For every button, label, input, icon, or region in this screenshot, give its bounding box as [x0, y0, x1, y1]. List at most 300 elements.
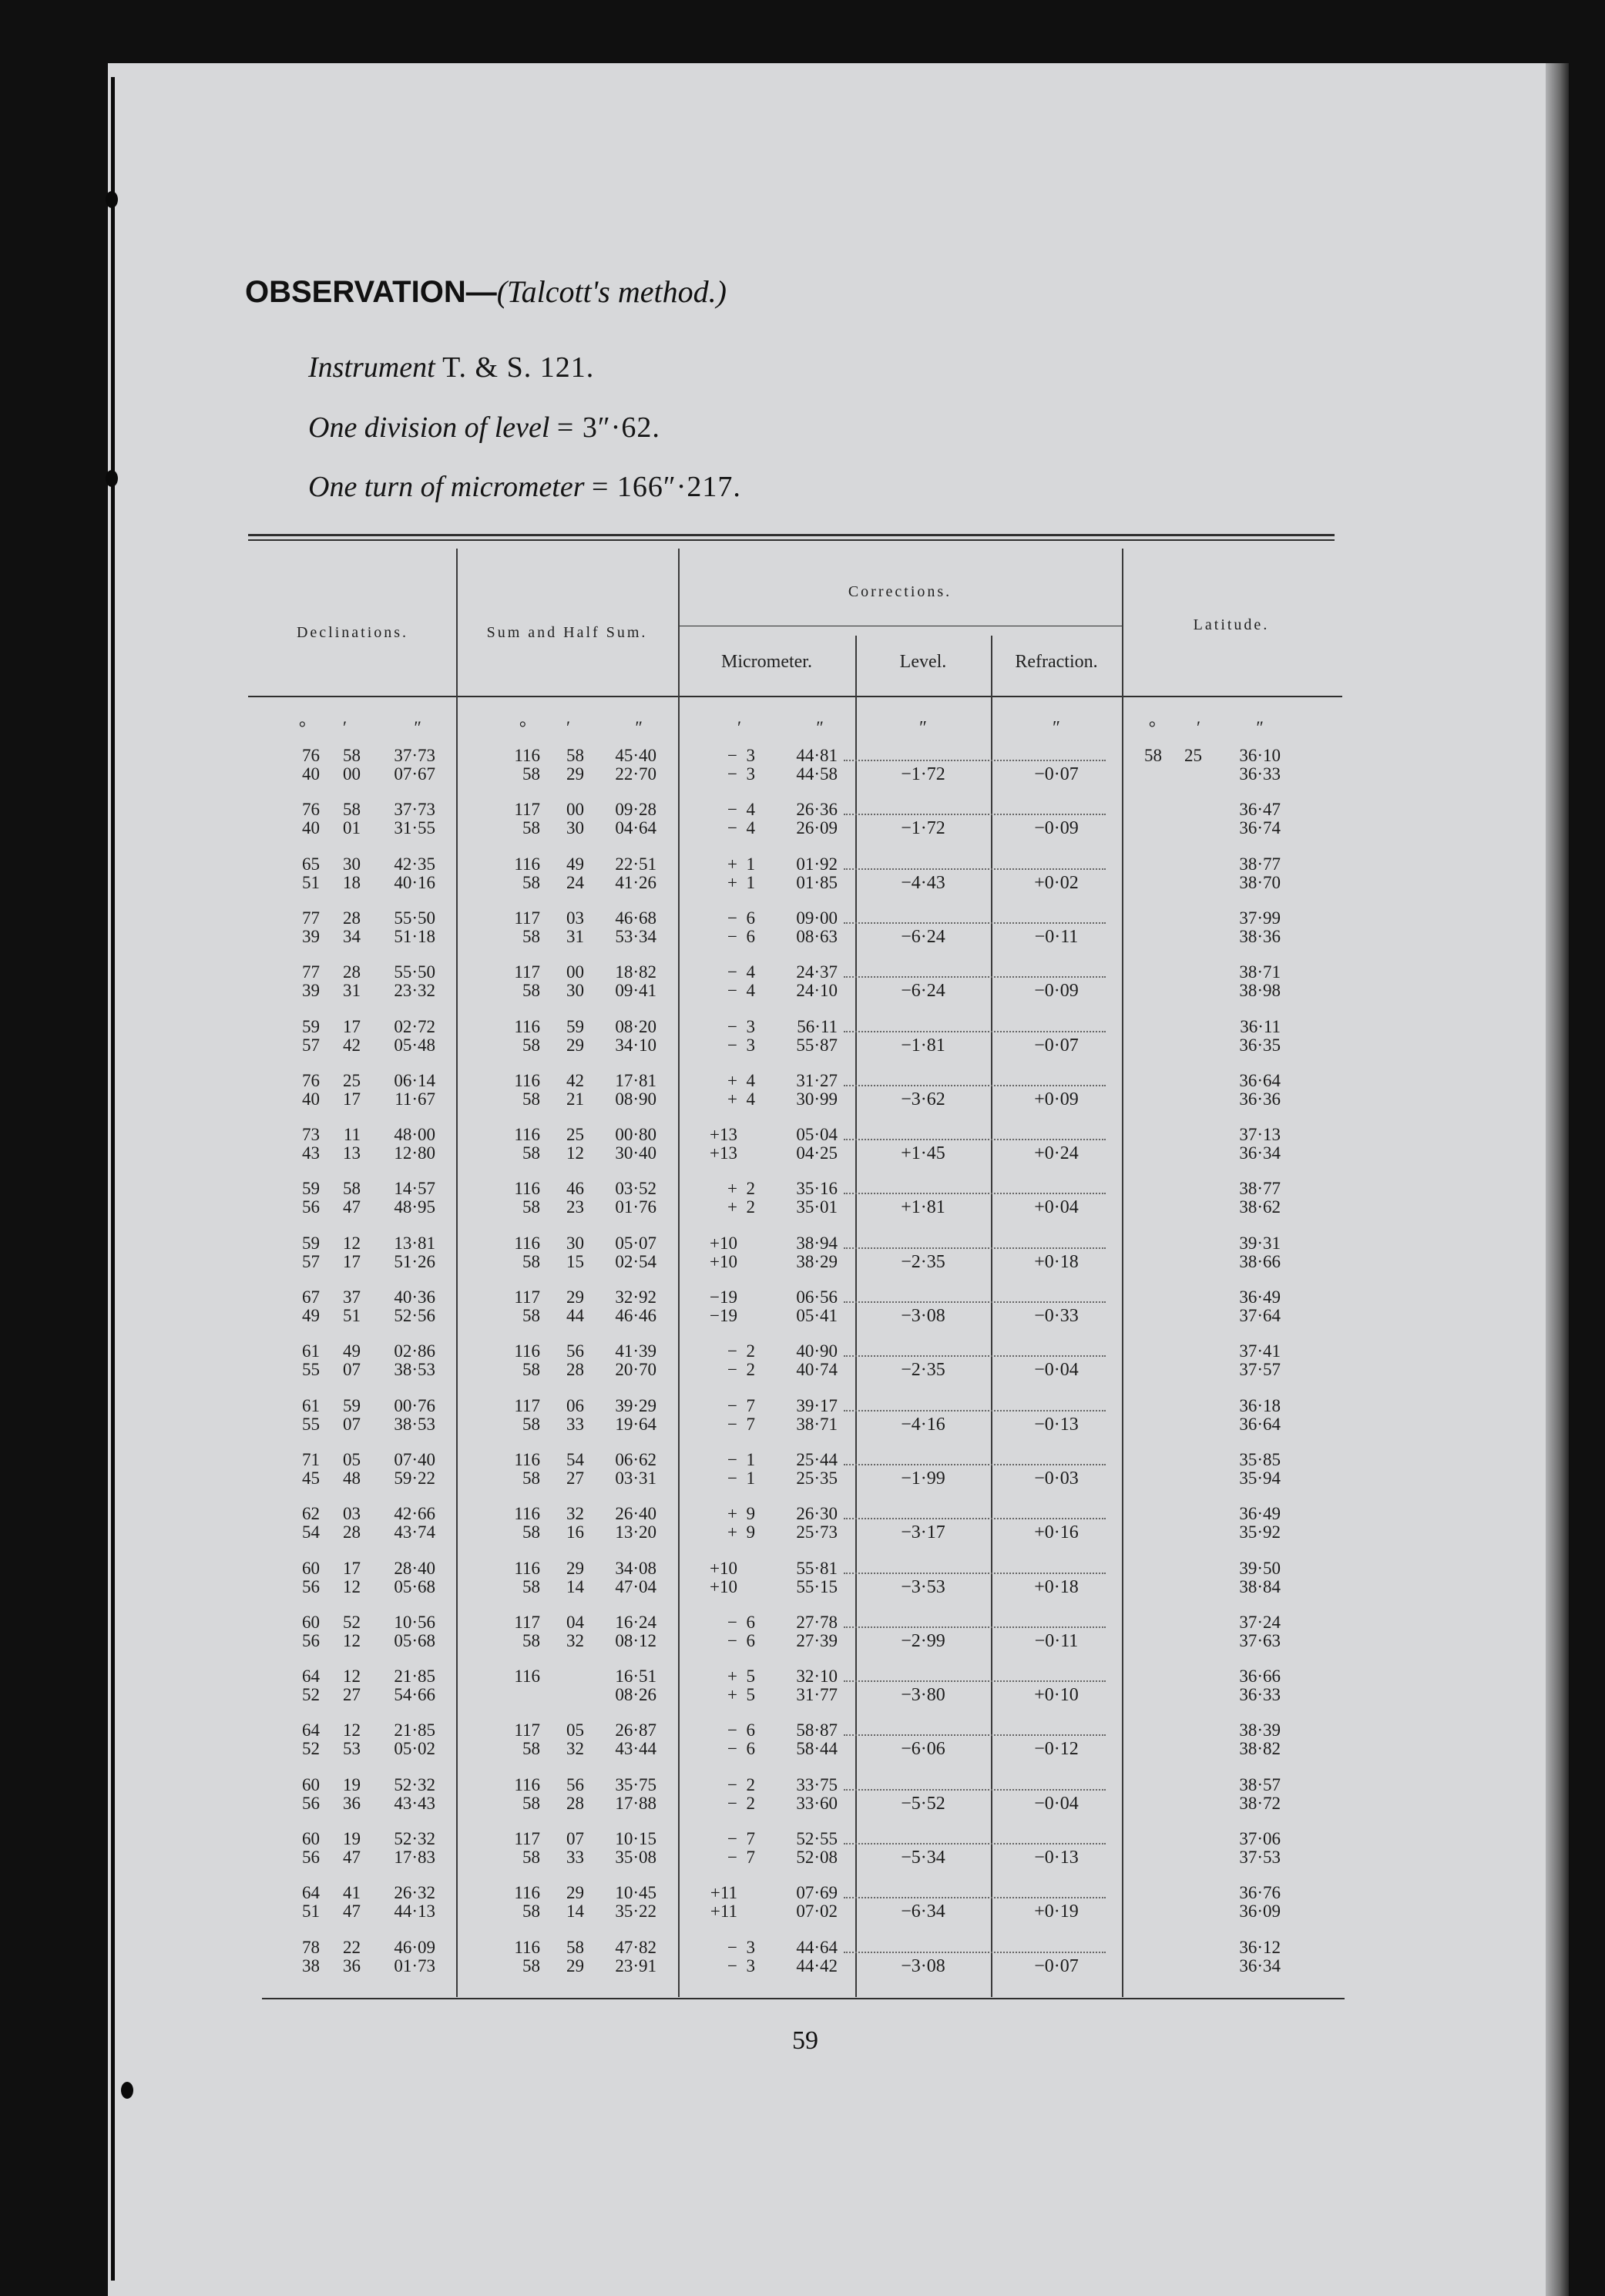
mic-value: 06·56	[796, 1287, 838, 1307]
sum-value: 32·92	[615, 1287, 656, 1307]
mic-value: 26·09	[796, 818, 838, 838]
sum-value: 26·87	[615, 1720, 656, 1740]
dec-value: 53	[343, 1739, 361, 1759]
mic-value: 55·81	[796, 1558, 838, 1578]
sum-value: 29	[566, 1035, 584, 1055]
header-latitude: Latitude.	[1193, 616, 1270, 633]
dec-value: 36	[343, 1793, 361, 1813]
sum-value: 33	[566, 1848, 584, 1867]
mic-value: 25·44	[796, 1449, 838, 1469]
dec-value: 55·50	[394, 908, 435, 928]
level-correction: −2·35	[901, 1360, 945, 1381]
latitude-value: 37·64	[1239, 1306, 1281, 1325]
column-divider	[1122, 549, 1123, 1997]
mic-value: 30·99	[796, 1089, 838, 1109]
dot-leader	[844, 1139, 1106, 1140]
refraction-correction: +0·16	[1034, 1522, 1079, 1543]
sum-value: 02·54	[615, 1251, 656, 1271]
dec-value: 17	[343, 1016, 361, 1036]
latitude-value: 38·98	[1239, 981, 1281, 1001]
sum-value: 54	[566, 1449, 584, 1469]
dec-value: 47	[343, 1902, 361, 1922]
sum-value: 35·75	[615, 1774, 656, 1794]
mic-value: 3	[746, 1016, 755, 1036]
dot-leader	[844, 1518, 1106, 1519]
dec-value: 76	[302, 800, 320, 820]
dec-value: 61	[302, 1395, 320, 1415]
mic-value: 6	[746, 1630, 755, 1650]
dot-leader	[844, 1410, 1106, 1412]
unit-minute: ′	[566, 718, 570, 737]
mic-value: 2	[746, 1341, 755, 1361]
dec-value: 12·80	[394, 1143, 435, 1163]
header-micrometer: Micrometer.	[721, 652, 812, 672]
sum-value: 35·08	[615, 1848, 656, 1867]
sum-value: 117	[514, 1829, 540, 1848]
mic-value: −	[727, 1612, 737, 1632]
dec-value: 18	[343, 872, 361, 892]
level-correction: −3·62	[901, 1089, 945, 1109]
dec-value: 40	[302, 818, 320, 838]
level-correction: −3·80	[901, 1685, 945, 1706]
dec-value: 40·36	[394, 1287, 435, 1307]
dec-value: 57	[302, 1035, 320, 1055]
sum-value: 44	[566, 1306, 584, 1325]
mic-value: +10	[710, 1558, 737, 1578]
sum-value: 30	[566, 818, 584, 838]
sum-value: 47·04	[615, 1576, 656, 1596]
refraction-correction: −0·07	[1034, 764, 1079, 784]
dec-value: 00·76	[394, 1395, 435, 1415]
sum-value: 25	[566, 1125, 584, 1145]
dec-value: 05·68	[394, 1576, 435, 1596]
mic-value: +13	[710, 1143, 737, 1163]
heading-dash: —	[465, 275, 497, 309]
level-correction: +1·81	[901, 1197, 945, 1218]
dec-value: 47	[343, 1197, 361, 1217]
binding-dot	[106, 191, 118, 208]
sum-value: 16	[566, 1522, 584, 1542]
sum-value: 06·62	[615, 1449, 656, 1469]
sum-value: 49	[566, 854, 584, 874]
sum-value: 116	[514, 854, 540, 874]
mic-value: 04·25	[796, 1143, 838, 1163]
sum-value: 22·70	[615, 764, 656, 784]
latitude-value: 36·49	[1239, 1504, 1281, 1524]
sum-value: 56	[566, 1341, 584, 1361]
dec-value: 78	[302, 1937, 320, 1957]
mic-value: 38·71	[796, 1414, 838, 1434]
latitude-value: 37·63	[1239, 1630, 1281, 1650]
mic-value: +	[727, 1522, 737, 1542]
dec-value: 01	[343, 818, 361, 838]
dec-value: 28	[343, 1522, 361, 1542]
mic-value: 55·87	[796, 1035, 838, 1055]
sum-value: 58	[522, 764, 540, 784]
sum-value: 00	[566, 962, 584, 982]
mic-value: 2	[746, 1179, 755, 1199]
dec-value: 48·00	[394, 1125, 435, 1145]
dec-value: 54	[302, 1522, 320, 1542]
sum-value: 116	[514, 1667, 540, 1687]
mic-value: +	[727, 1685, 737, 1705]
mic-value: 7	[746, 1848, 755, 1867]
sum-value: 03·31	[615, 1468, 656, 1488]
latitude-value: 38·77	[1239, 854, 1281, 874]
dec-value: 19	[343, 1774, 361, 1794]
refraction-correction: +0·09	[1034, 1089, 1079, 1109]
sum-value: 58	[522, 1848, 540, 1867]
mic-value: 6	[746, 1612, 755, 1632]
mic-value: 6	[746, 1739, 755, 1759]
sum-value: 08·12	[615, 1630, 656, 1650]
latitude-value: 39·31	[1239, 1233, 1281, 1253]
mic-value: 07·69	[796, 1883, 838, 1903]
mic-value: −19	[710, 1306, 737, 1325]
sum-value: 14	[566, 1576, 584, 1596]
mic-value: 01·92	[796, 854, 838, 874]
mic-value: −	[727, 818, 737, 838]
mic-value: 44·64	[796, 1937, 838, 1957]
mic-value: 4	[746, 981, 755, 1001]
sum-value: 14	[566, 1902, 584, 1922]
dec-value: 12	[343, 1720, 361, 1740]
dec-value: 42·66	[394, 1504, 435, 1524]
level-correction: −1·99	[901, 1468, 945, 1489]
sum-value: 04·64	[615, 818, 656, 838]
dot-leader	[844, 1247, 1106, 1249]
dot-leader	[844, 1680, 1106, 1682]
level-correction: −1·72	[901, 818, 945, 839]
mic-value: −	[727, 1829, 737, 1848]
latitude-value: 38·66	[1239, 1251, 1281, 1271]
dec-value: 05·02	[394, 1739, 435, 1759]
dec-value: 56	[302, 1197, 320, 1217]
sum-value: 08·26	[615, 1685, 656, 1705]
dec-value: 06·14	[394, 1070, 435, 1090]
sum-value: 46·68	[615, 908, 656, 928]
sum-value: 07	[566, 1829, 584, 1848]
sum-value: 56	[566, 1774, 584, 1794]
dec-value: 60	[302, 1774, 320, 1794]
sum-value: 45·40	[615, 746, 656, 765]
dec-value: 31	[343, 981, 361, 1001]
dec-value: 49	[302, 1306, 320, 1325]
level-correction: −2·35	[901, 1251, 945, 1272]
dec-value: 21·85	[394, 1720, 435, 1740]
mic-value: −	[727, 1395, 737, 1415]
refraction-correction: −0·09	[1034, 981, 1079, 1002]
latitude-value: 35·94	[1239, 1468, 1281, 1488]
dec-value: 07·67	[394, 764, 435, 784]
refraction-correction: −0·07	[1034, 1035, 1079, 1056]
instrument-label: Instrument	[308, 351, 435, 384]
latitude-value: 38·36	[1239, 926, 1281, 946]
refraction-correction: −0·13	[1034, 1848, 1079, 1868]
dot-leader	[844, 976, 1106, 978]
sum-value: 41·26	[615, 872, 656, 892]
sum-value: 58	[522, 1739, 540, 1759]
level-correction: −3·08	[901, 1306, 945, 1326]
dot-leader	[844, 1301, 1106, 1303]
binding-dot	[121, 2082, 133, 2099]
latitude-degrees: 58	[1144, 746, 1162, 765]
sum-value: 29	[566, 1558, 584, 1578]
mic-value: 33·60	[796, 1793, 838, 1813]
refraction-correction: −0·33	[1034, 1306, 1079, 1326]
dec-value: 05·68	[394, 1630, 435, 1650]
sum-value: 39·29	[615, 1395, 656, 1415]
dec-value: 12	[343, 1667, 361, 1687]
dec-value: 59	[343, 1395, 361, 1415]
instrument-value: T. & S. 121.	[442, 351, 595, 384]
sum-value: 117	[514, 908, 540, 928]
refraction-correction: −0·12	[1034, 1739, 1079, 1760]
dec-value: 56	[302, 1576, 320, 1596]
dot-leader	[844, 1031, 1106, 1032]
mic-value: +	[727, 1667, 737, 1687]
mic-value: +	[727, 1089, 737, 1109]
mic-value: +	[727, 1179, 737, 1199]
dec-value: 40·16	[394, 872, 435, 892]
mic-value: +11	[710, 1883, 737, 1903]
level-correction: −6·24	[901, 981, 945, 1002]
sum-value: 29	[566, 1287, 584, 1307]
sum-value: 46	[566, 1179, 584, 1199]
mic-value: 6	[746, 908, 755, 928]
dec-value: 26·32	[394, 1883, 435, 1903]
latitude-value: 37·99	[1239, 908, 1281, 928]
latitude-value: 38·82	[1239, 1739, 1281, 1759]
dec-value: 55	[302, 1360, 320, 1380]
mic-value: 1	[746, 854, 755, 874]
refraction-correction: +0·18	[1034, 1251, 1079, 1272]
dec-value: 17	[343, 1089, 361, 1109]
dec-value: 54·66	[394, 1685, 435, 1705]
dec-value: 28	[343, 908, 361, 928]
dec-value: 00	[343, 764, 361, 784]
page-heading	[245, 274, 727, 310]
dec-value: 28	[343, 962, 361, 982]
dot-leader	[844, 1573, 1106, 1574]
sum-value: 04	[566, 1612, 584, 1632]
dec-value: 34	[343, 926, 361, 946]
level-correction: −6·24	[901, 926, 945, 947]
latitude-value: 38·57	[1239, 1774, 1281, 1794]
sum-value: 117	[514, 1612, 540, 1632]
dec-value: 37·73	[394, 800, 435, 820]
latitude-value: 36·76	[1239, 1883, 1281, 1903]
dec-value: 38·53	[394, 1414, 435, 1434]
mic-value: −	[727, 1035, 737, 1055]
sum-value: 03·52	[615, 1179, 656, 1199]
instrument-line	[308, 351, 594, 384]
dec-value: 48·95	[394, 1197, 435, 1217]
level-correction: −6·06	[901, 1739, 945, 1760]
dec-value: 42·35	[394, 854, 435, 874]
mic-value: 05·04	[796, 1125, 838, 1145]
sum-value: 116	[514, 1774, 540, 1794]
dec-value: 52	[302, 1739, 320, 1759]
dec-value: 45	[302, 1468, 320, 1488]
refraction-correction: −0·04	[1034, 1360, 1079, 1381]
dec-value: 73	[302, 1125, 320, 1145]
mic-value: 3	[746, 746, 755, 765]
dec-value: 62	[302, 1504, 320, 1524]
dot-leader	[844, 1355, 1106, 1357]
mic-value: 35·16	[796, 1179, 838, 1199]
level-correction: −3·17	[901, 1522, 945, 1543]
column-divider	[855, 636, 857, 1997]
sum-value: 16·51	[615, 1667, 656, 1687]
sum-value: 117	[514, 800, 540, 820]
sum-value: 116	[514, 1937, 540, 1957]
dec-value: 52·32	[394, 1829, 435, 1848]
mic-value: 5	[746, 1685, 755, 1705]
dec-value: 05·48	[394, 1035, 435, 1055]
mic-value: 3	[746, 1035, 755, 1055]
sum-value: 116	[514, 1125, 540, 1145]
level-correction: −3·53	[901, 1576, 945, 1597]
dec-value: 23·32	[394, 981, 435, 1001]
dec-value: 60	[302, 1829, 320, 1848]
mic-value: 52·08	[796, 1848, 838, 1867]
sum-value: 10·15	[615, 1829, 656, 1848]
micrometer-turn-label: One turn of micrometer	[308, 471, 585, 503]
sum-value: 27	[566, 1468, 584, 1488]
sum-value: 58	[522, 1576, 540, 1596]
dot-leader	[844, 1734, 1106, 1736]
latitude-value: 36·12	[1239, 1937, 1281, 1957]
dec-value: 37	[343, 1287, 361, 1307]
mic-value: 3	[746, 764, 755, 784]
mic-value: 7	[746, 1829, 755, 1848]
sum-value: 13·20	[615, 1522, 656, 1542]
dec-value: 13·81	[394, 1233, 435, 1253]
sum-value: 24	[566, 872, 584, 892]
unit-minute: ′	[342, 718, 347, 737]
unit-minute: ′	[1196, 718, 1200, 737]
sum-value: 117	[514, 1720, 540, 1740]
mic-value: −	[727, 1739, 737, 1759]
sum-value: 58	[522, 926, 540, 946]
dec-value: 64	[302, 1667, 320, 1687]
dot-leader	[844, 1789, 1106, 1791]
mic-value: 52·55	[796, 1829, 838, 1848]
mic-value: +10	[710, 1251, 737, 1271]
dec-value: 12	[343, 1630, 361, 1650]
table-top-rule	[248, 534, 1335, 536]
mic-value: +11	[710, 1902, 737, 1922]
sum-value: 09·28	[615, 800, 656, 820]
sum-value: 15	[566, 1251, 584, 1271]
dec-value: 43	[302, 1143, 320, 1163]
sum-value: 42	[566, 1070, 584, 1090]
dec-value: 07	[343, 1414, 361, 1434]
dec-value: 55	[302, 1414, 320, 1434]
mic-value: −	[727, 926, 737, 946]
refraction-correction: +0·10	[1034, 1685, 1079, 1706]
sum-value: 23·91	[615, 1955, 656, 1975]
sum-value: 58	[522, 872, 540, 892]
mic-value: +	[727, 872, 737, 892]
dec-value: 71	[302, 1449, 320, 1469]
dec-value: 10·56	[394, 1612, 435, 1632]
sum-value: 58	[522, 1197, 540, 1217]
latitude-value: 38·84	[1239, 1576, 1281, 1596]
level-division-line	[308, 411, 660, 445]
mic-value: −	[727, 1774, 737, 1794]
latitude-value: 36·09	[1239, 1902, 1281, 1922]
mic-value: 2	[746, 1197, 755, 1217]
mic-value: −	[727, 1955, 737, 1975]
dec-value: 59	[302, 1179, 320, 1199]
refraction-correction: +0·18	[1034, 1576, 1079, 1597]
dec-value: 60	[302, 1558, 320, 1578]
sum-value: 08·90	[615, 1089, 656, 1109]
mic-value: 39·17	[796, 1395, 838, 1415]
sum-value: 26·40	[615, 1504, 656, 1524]
latitude-value: 37·57	[1239, 1360, 1281, 1380]
mic-value: 26·30	[796, 1504, 838, 1524]
level-correction: −2·99	[901, 1630, 945, 1651]
dec-value: 60	[302, 1612, 320, 1632]
dec-value: 56	[302, 1630, 320, 1650]
mic-value: −	[727, 1848, 737, 1867]
dot-leader	[844, 922, 1106, 924]
dec-value: 13	[343, 1143, 361, 1163]
unit-second: ″	[816, 718, 824, 737]
dec-value: 46·09	[394, 1937, 435, 1957]
sum-value: 58	[522, 1793, 540, 1813]
dot-leader	[844, 1952, 1106, 1953]
dec-value: 38·53	[394, 1360, 435, 1380]
sum-value: 34·08	[615, 1558, 656, 1578]
mic-value: 5	[746, 1667, 755, 1687]
mic-value: 56·11	[797, 1016, 838, 1036]
latitude-value: 36·64	[1239, 1070, 1281, 1090]
dec-value: 58	[343, 746, 361, 765]
header-declinations: Declinations.	[296, 624, 409, 641]
mic-value: 27·39	[796, 1630, 838, 1650]
level-correction: −1·81	[901, 1035, 945, 1056]
dot-leader	[844, 1626, 1106, 1628]
dec-value: 31·55	[394, 818, 435, 838]
refraction-correction: −0·09	[1034, 818, 1079, 839]
latitude-value: 39·50	[1239, 1558, 1281, 1578]
level-correction: −6·34	[901, 1902, 945, 1922]
mic-value: 33·75	[796, 1774, 838, 1794]
refraction-correction: −0·03	[1034, 1468, 1079, 1489]
sum-value: 28	[566, 1793, 584, 1813]
mic-value: −	[727, 1341, 737, 1361]
table-bottom-rule	[262, 1998, 1345, 1999]
dec-value: 51	[343, 1306, 361, 1325]
sum-value: 116	[514, 1016, 540, 1036]
latitude-value: 38·71	[1239, 962, 1281, 982]
dec-value: 39	[302, 981, 320, 1001]
sum-value: 34·10	[615, 1035, 656, 1055]
mic-value: 44·81	[796, 746, 838, 765]
latitude-value: 36·49	[1239, 1287, 1281, 1307]
mic-value: 40·90	[796, 1341, 838, 1361]
dec-value: 51·26	[394, 1251, 435, 1271]
sum-value: 58	[522, 1306, 540, 1325]
mic-value: −	[727, 908, 737, 928]
latitude-value: 36·34	[1239, 1143, 1281, 1163]
dec-value: 30	[343, 854, 361, 874]
mic-value: 25·35	[796, 1468, 838, 1488]
